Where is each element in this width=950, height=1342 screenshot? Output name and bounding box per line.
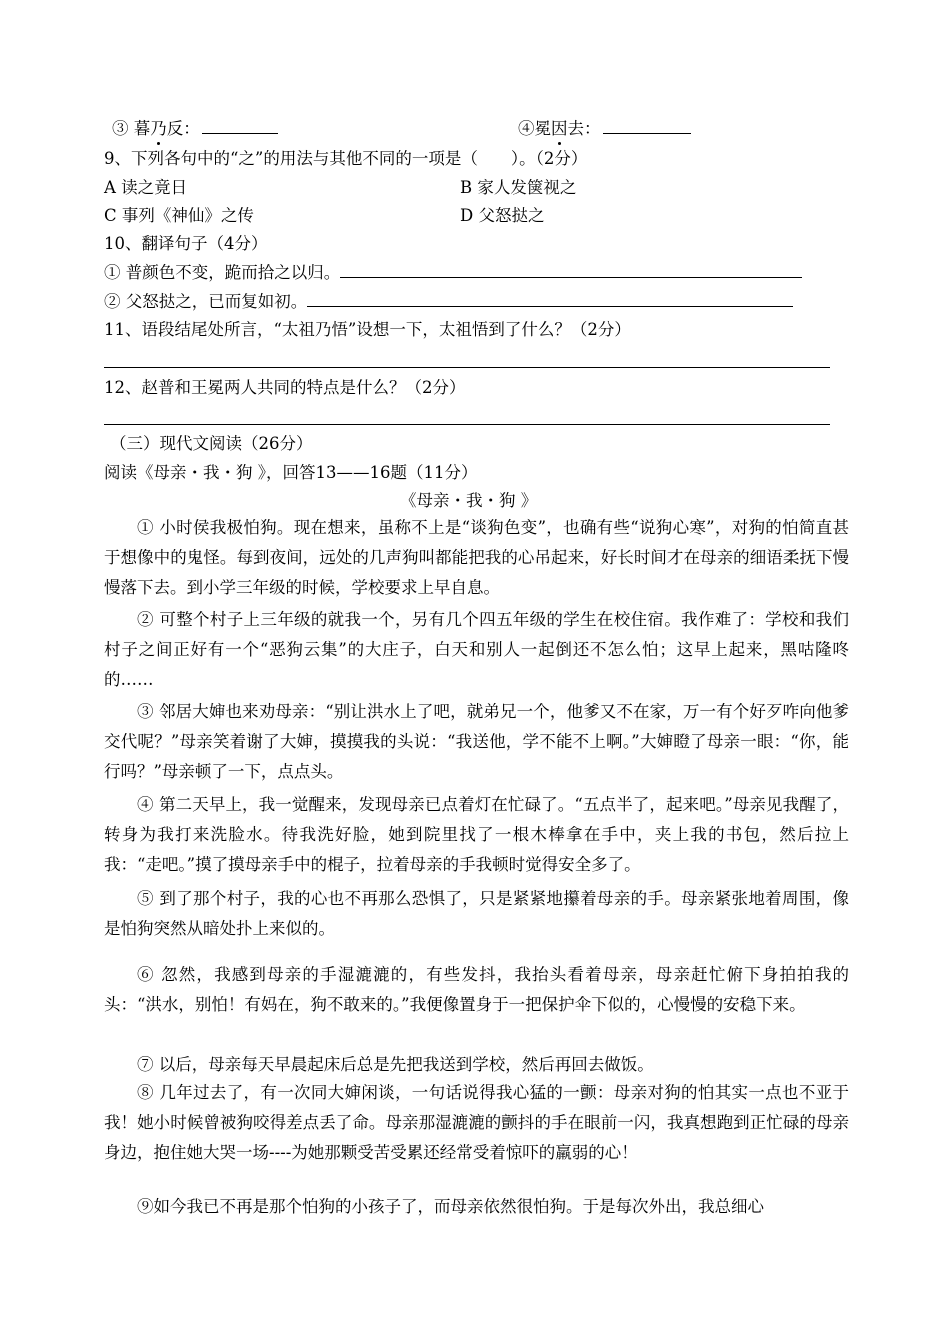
q10-sentence-1-text: ① 普颜色不变，跪而拾之以归。 <box>104 263 341 282</box>
passage-paragraph-6: ⑥ 忽然，我感到母亲的手湿漉漉的，有些发抖，我抬头看着母亲，母亲赶忙俯下身拍拍我的头：“洪水，别怕！有妈在，狗不敢来的。”我便像置身于一把保护伞下似的，心慢慢的安稳下来。 <box>104 965 849 1014</box>
passage-paragraph-4: ④ 第二天早上，我一觉醒来，发现母亲已点着灯在忙碌了。“五点半了，起来吧。”母亲见我醒了，转身为我打来洗脸水。待我洗好脸，她到院里找了一根木棒拿在手中，夹上我的书包，然后拉上我：“走吧。”摸了摸母亲手中的棍子，拉着母亲的手我顿时觉得安全多了。 <box>104 795 849 874</box>
q8-item-3-label: ③ 暮 <box>112 119 151 138</box>
section-3-heading: （三）现代文阅读（26分） <box>110 434 313 453</box>
q12-prompt: 12、赵普和王冕两人共同的特点是什么？（2分） <box>104 378 466 397</box>
q8-item-3 <box>112 118 278 140</box>
passage-paragraph-3: ③ 邻居大婶也来劝母亲：“别让洪水上了吧，就弟兄一个，他爹又不在家，万一有个好歹咋向他爹交代呢？”母亲笑着谢了大婶，摸摸我的头说：“我送他，学不能不上啊。”大婶瞪了母亲一眼：“你，能行吗？”母亲顿了一下，点点头。 <box>104 702 849 781</box>
q9-option-c: C 事列《神仙》之传 <box>104 206 254 225</box>
q11-prompt: 11、语段结尾处所言，“太祖乃悟”设想一下，太祖悟到了什么？（2分） <box>104 320 631 339</box>
q10-prompt: 10、翻译句子（4分） <box>104 234 268 253</box>
passage-paragraph-1: ① 小时侯我极怕狗。现在想来，虽称不上是“谈狗色变”，也确有些“说狗心寒”，对狗的怕简直甚于想像中的鬼怪。每到夜间，远处的几声狗叫都能把我的心吊起来，好长时间才在母亲的细语柔抚下慢慢落下去。到小学三年级的时候，学校要求上早自息。 <box>104 518 849 597</box>
q9-option-a: A 读之竟日 <box>104 178 188 197</box>
q8-item-3-end: 反： <box>166 119 200 138</box>
q8-item-4-dotted-char: 因 <box>551 119 568 138</box>
q10-sentence-1 <box>104 262 802 284</box>
q9-prompt: 9、下列各句中的“之”的用法与其他不同的一项是（ ）。（2分） <box>104 149 588 168</box>
passage-paragraph-5: ⑤ 到了那个村子，我的心也不再那么恐惧了，只是紧紧地攥着母亲的手。母亲紧张地着周围，像是怕狗突然从暗处扑上来似的。 <box>104 889 849 938</box>
q8-item-3-answer-blank[interactable] <box>202 119 278 134</box>
q8-item-4 <box>518 118 691 140</box>
q8-item-4-label: ④冕 <box>518 119 551 138</box>
q10-sentence-2-answer-blank[interactable] <box>307 292 793 307</box>
q8-item-4-end: 去： <box>567 119 601 138</box>
q12-answer-line[interactable] <box>104 424 830 425</box>
q10-sentence-1-answer-blank[interactable] <box>340 263 802 278</box>
passage-paragraph-7: ⑦ 以后，母亲每天早晨起床后总是先把我送到学校，然后再回去做饭。 <box>137 1055 654 1074</box>
section-3-instruction: 阅读《母亲・我・狗 》，回答13——16题（11分） <box>104 463 478 482</box>
passage-paragraph-2: ② 可整个村子上三年级的就我一个，另有几个四五年级的学生在校住宿。我作难了：学校和我们村子之间正好有一个“恶狗云集”的大庄子，白天和别人一起倒还不怎么怕；这早上起来，黑咕隆咚的…… <box>104 610 849 689</box>
passage-paragraph-9: ⑨如今我已不再是那个怕狗的小孩子了，而母亲依然很怕狗。于是每次外出，我总细心 <box>137 1197 764 1216</box>
passage-title: 《母亲・我・狗 》 <box>400 491 538 510</box>
q10-sentence-2-text: ② 父怒挞之，已而复如初。 <box>104 292 308 311</box>
q8-item-4-answer-blank[interactable] <box>603 119 691 134</box>
passage-paragraph-8: ⑧ 几年过去了，有一次同大婶闲谈，一句话说得我心猛的一颤：母亲对狗的怕其实一点也不亚于我！她小时候曾被狗咬得差点丢了命。母亲那湿漉漉的颤抖的手在眼前一闪，我真想跑到正忙碌的母亲身边，抱住她大哭一场----为她那颗受苦受累还经常受着惊吓的羸弱的心！ <box>104 1083 849 1162</box>
q11-answer-line[interactable] <box>104 367 830 368</box>
q8-item-3-dotted-char: 乃 <box>150 119 167 138</box>
q10-sentence-2 <box>104 291 793 313</box>
q9-option-d: D 父怒挞之 <box>460 206 545 225</box>
q9-option-b: B 家人发箧视之 <box>460 178 577 197</box>
